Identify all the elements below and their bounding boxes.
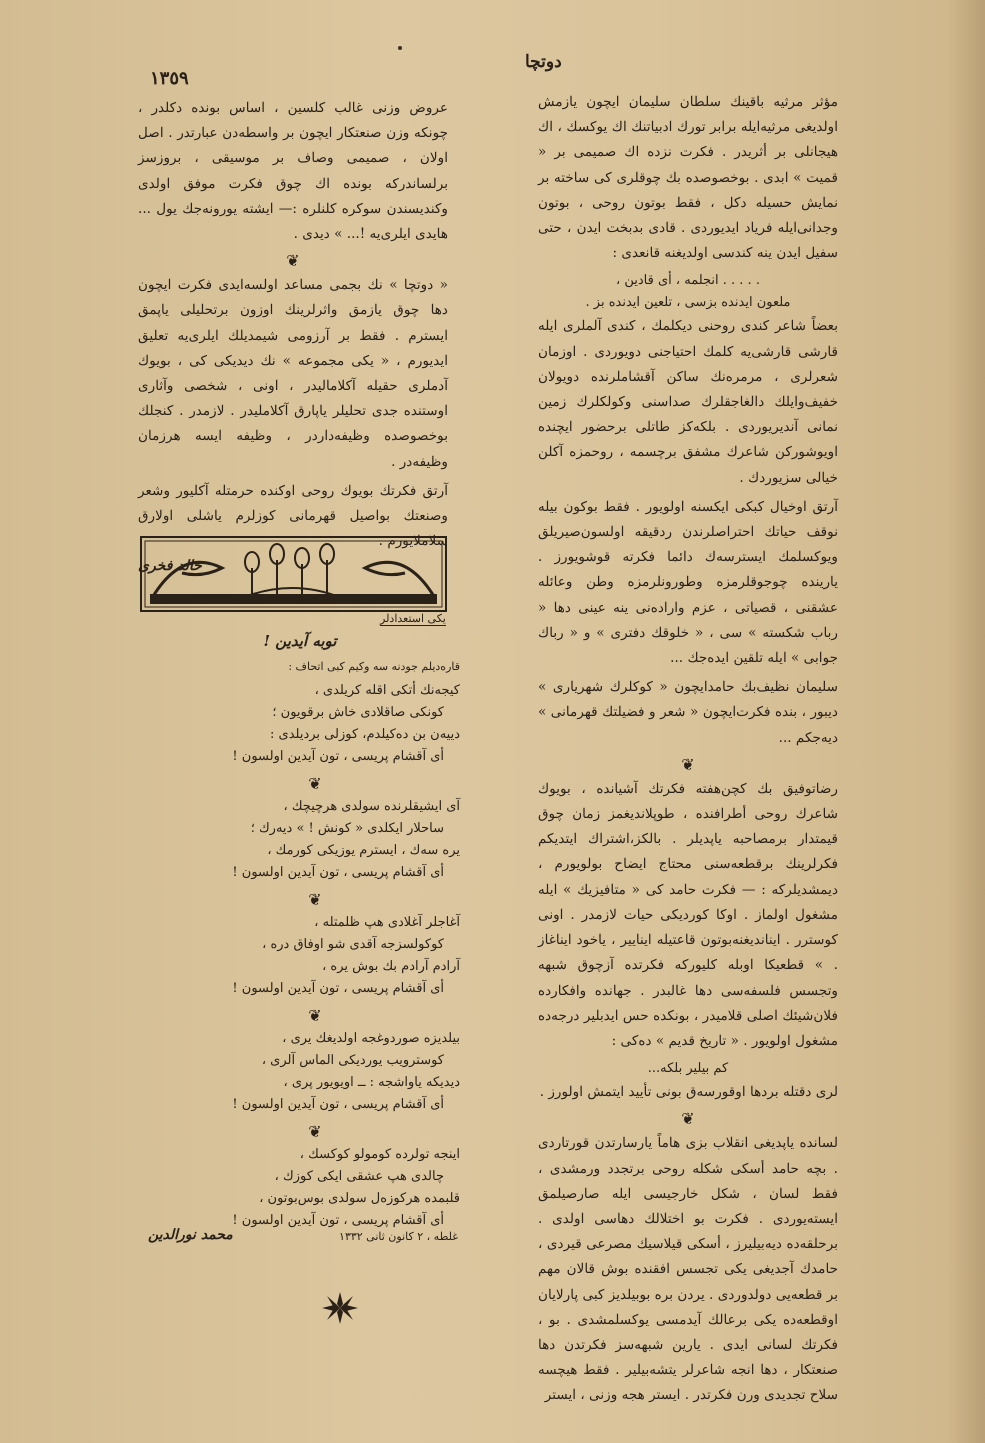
leaf-fleuron-icon: ❦ xyxy=(308,774,322,793)
verse-line: چالدی هپ عشقی ایکی کوزك ، xyxy=(274,1169,444,1184)
right-paragraph: رضاتوفیق بك کچن‌هفته فکرتك آشیانده ، بویوك شاعرك روحی أطرافنده ، طوپلاندیغمز زمان چوق قیمتدار برمصاحبه یاپدیلر . بالکز،اشتراك ایتدیکم فکرلرینك برقطعه‌سنی محتاج ایضاح بولویورم ، دیمشدیلرکه : — فکرت حامد كی « متافیزیك » ایله مشغول اولماز . اوكا كوردیکی حیات لازمدر . اونی كوسترر . ایناندیغنه‌بوتون قاعتیله ایناییر ، یاخود ایناغاز . » قطعیكا اوبله كلیورکه فکرتده آزچوق شبهه وتجسس فلسفه‌سی دها غالبدر . جهانده وافکارده فلان‌شیئك اصلی قلامیدر ، بونکده حس ایدبلیر درجه‌ده مشغول اولویور . « تاریخ‌ قدیم » ده‌کی : xyxy=(538,780,838,1049)
leaf-fleuron-icon: ❦ xyxy=(308,1006,322,1025)
running-title: دوتچا xyxy=(525,52,562,72)
leaf-fleuron-icon: ❦ xyxy=(308,890,322,909)
left-paragraph: عروض وزنی غالب كلسین ، اساس بونده دكلدر ، چونکه وزن صنعتكار ایچون بر واسطه‌دن عبارتدر . اصل اولان ، صمیمی وصاف بر موسیقی ، بروزسز برلساندرکه بونده اك چوق فکرت موفق اولدی وكندیسندن سوكره كلنلره :— ایشته یورونه‌جك یول ... هایدی ایلری‌یه !... » دیدی . xyxy=(138,100,448,243)
right-paragraph: مؤثر مرثیه باقینك سلطان سلیمان ایچون یازمش اولدیغی مرثیه‌ایله برابر تورك ادبیاتنك اك یوكسك ، اك هیجانلی بر أثریدر . فکرت نزده اك صمیمی بر « قمیت » ابدی . بوخصوصده بك چوقلری كی ساخته بر نمایش حسیله دكل ، فقط بوتون روحی ، بوتون وجدانی‌ایله فریاد ایدیوردی . قادی بدبخت ایدن ، حتی سفیل ایدن ینه كندسی اولدیغنه قانعدی : xyxy=(538,94,838,262)
verse-line: أی آقشام پریسی ، تون آیدین اولسون ! xyxy=(232,865,444,880)
left-paragraph: آرتق فکرتك بویوك روحی اوکنده حرمتله آكلیور وشعر وصنعتك بواصیل قهرمانی کوزلرم یاشلی اولارق سلاملایورم . xyxy=(138,482,448,550)
left-paragraph: « دوتچا » نك بجمی مساعد اولسه‌ایدی فکرت ایچون دها چوق یازمق واثرلرینك اوزون برتحلیلی یاپمق ایسترم . فقط بر آرزومی شیمدیلك ایلری‌یه تعلیق ایدیورم ، « یکی مجموعه » نك دیدیکی كی ، بویوك آدملری حقیله آكلامالیدر ، اونی ، شخصی وآثاری اوستنده جدی تحلیلر یاپارق آكلاملیدر . لازمدر . کنجلك بوخصوصده وظیفه‌داردر ، وظیفه ایسه هرزمان وظیفه‌در . xyxy=(138,277,448,470)
right-paragraph: بعضاً شاعر كندی روحنی دیكلمك ، كندی آلملری ایله قارشی قارشی‌یه كلمك احتیاجنی دویوردی . اوزمان شعرلری ، مرمره‌نك ساكن آقشاملرنده دویولان خفیف‌وایلك دالغاجقلرك صداسنی وكولكلرك زمین نمانی آندیریوردی . بلکه‌کز طاتلی برحضور ایچنده اویوشورکن شاعرك مشفق برچسمه ، روحمزه آکلن خیالی سزیوردك . xyxy=(538,318,838,486)
quoted-verse: ملعون ایدنده بزسی ، تلعین ایدنده بز . xyxy=(585,295,791,311)
poem-stanza xyxy=(170,912,460,1000)
poem-place-date: غلطه ، ۲ کانون ثانی ۱۳۳۲ xyxy=(339,1230,458,1243)
quoted-verse: . . . . . انجلمه ، أی قادین ، xyxy=(616,273,760,289)
right-paragraph: سلیمان نظیف‌بك حامدایچون « كوكلرك شهریاری » دیبور ، بنده فکرت‌ایچون « شعر و فضیلتك قهرمانی » دیه‌جکم ... xyxy=(538,679,838,746)
star-fleuron-icon xyxy=(320,1290,360,1326)
poem-stanza xyxy=(170,680,460,768)
poem-title: توبه آیدین ! xyxy=(263,632,337,650)
verse-line: دیدیکه یاواشجه : ــ اویویور پری ، xyxy=(283,1075,460,1090)
leaf-fleuron-icon: ❦ xyxy=(308,1122,322,1141)
verse-line: اینجه تولرده کومولو کوکسك ، xyxy=(299,1147,460,1162)
right-column xyxy=(538,90,838,1413)
verse-line: کیجه‌نك أتکی اقله کریلدی ، xyxy=(314,683,460,698)
right-paragraph: لری دقتله بردها اوقورسەق بونی تأیید ایتمش اولورز . xyxy=(539,1084,838,1101)
section-label: یکی استعدادلر xyxy=(380,612,446,625)
verse-line: أی آقشام پریسی ، تون آیدین اولسون ! xyxy=(232,749,444,764)
verse-line: کونکی صاقلادی خاش برقویون ؛ xyxy=(272,705,444,720)
poem-stanza xyxy=(170,796,460,884)
right-paragraph: آرتق اوخیال كبکی ایکسنه اولویور . فقط بوکون بیله نوقف حیاتك احتراصلرندن ردقیقه اولسون‌صیریلق ویوكسلمك ایسترسه‌ك دائما فکرته قوشویورز . یارینده چوجوقلرمزه وطورونلرمزه وطن وعائله عشقنی ، قصیاتی ، عزم وارادەنی ینه عینی دها « رباب شكسته » سی ، « خلوقك دفتری » و « رباك جوابی » ایله تلقین ایده‌جك ... xyxy=(538,498,838,667)
article-author: خالد فخری xyxy=(138,558,202,575)
verse-line: آرادم آرادم بك بوش یره ، xyxy=(322,959,460,974)
left-column xyxy=(138,96,448,582)
verse-line: یره سه‌ك ، ایسترم یوزیکی کورمك ، xyxy=(267,843,460,858)
page-number: ١٣٥٩ xyxy=(150,68,189,89)
verse-line: آغاجلر آغلادی هپ ظلمتله ، xyxy=(314,915,460,930)
verse-line: ساحلار ایکلدی « کونش ! » دیه‌رك ؛ xyxy=(250,821,444,836)
verse-line: بیلدیزه صوردوغجه اولدیغك یری ، xyxy=(282,1031,460,1046)
verse-line: آی ایشیقلرنده سولدی هرچیچك ، xyxy=(283,799,460,814)
poem-footer xyxy=(148,1227,458,1243)
right-paragraph: لسانده یاپدیغی انقلاب بزی هاماً یارسارتدن قورتاردی . بچه حامد أسکی شکله روحی برتجدد ورمشدی ، فقط لسان ، شکل خارجیسی ایله صارصیلمق ایسته‌یوردی . فکرت بو اختلالك دهاسی اولدی . برحلقه‌ده دیه‌بیلیرز ، أسکی قیلاسیك مصرعی قیردی ، حامدك آجدیغی یکی تجسس افقنده بوش قالان مهم بر قطعه‌یی دولدوردی . یردن بره بوبیلدیز کبی پارلایان اوقطعه‌ده یکی برعالك آیدمسی یوكسلمشدی . بو ، فکرتك لسانی ایدی . یارین شبهه‌سز فکرتدن دها صنعتكار ، دها انجه شاعرلر یتشه‌بیلیر . فقط هیچسه سلاح تجدیدی ورن فکرتدر . ایستر هجه وزنی ، ایستر xyxy=(538,1135,838,1404)
poem xyxy=(170,680,460,1238)
poem-stanza xyxy=(170,1144,460,1232)
verse-line: أی آقشام پریسی ، تون آیدین اولسون ! xyxy=(232,981,444,996)
leaf-fleuron-icon: ❦ xyxy=(286,251,300,271)
verse-line: دییه‌ن بن ده‌کیلدم، کوزلی بردیلدی : xyxy=(270,727,460,742)
leaf-fleuron-icon: ❦ xyxy=(681,1109,695,1129)
header-dot xyxy=(398,46,402,50)
quoted-verse: كم بیلیر بلکه... xyxy=(647,1061,729,1077)
leaf-fleuron-icon: ❦ xyxy=(681,754,695,774)
poem-author: محمد نورالدین xyxy=(148,1227,233,1243)
poem-stanza xyxy=(170,1028,460,1116)
verse-line: کوسترویب یوردیکی الماس آلری ، xyxy=(261,1053,444,1068)
verse-line: أی آقشام پریسی ، تون آیدین اولسون ! xyxy=(232,1213,444,1228)
verse-line: کوکولسزجه آقدی شو اوفاق دره ، xyxy=(262,937,444,952)
page-edge-shadow xyxy=(947,0,985,1443)
verse-line: أی آقشام پریسی ، تون آیدین اولسون ! xyxy=(232,1097,444,1112)
verse-line: قلبمده هرکوزەل سولدی بوس‌بوتون ، xyxy=(259,1191,460,1206)
poem-dedication: قاره‌دیلم جودنه سه وکیم کبی اتحاف : xyxy=(288,660,460,673)
floral-border-icon xyxy=(140,536,447,612)
